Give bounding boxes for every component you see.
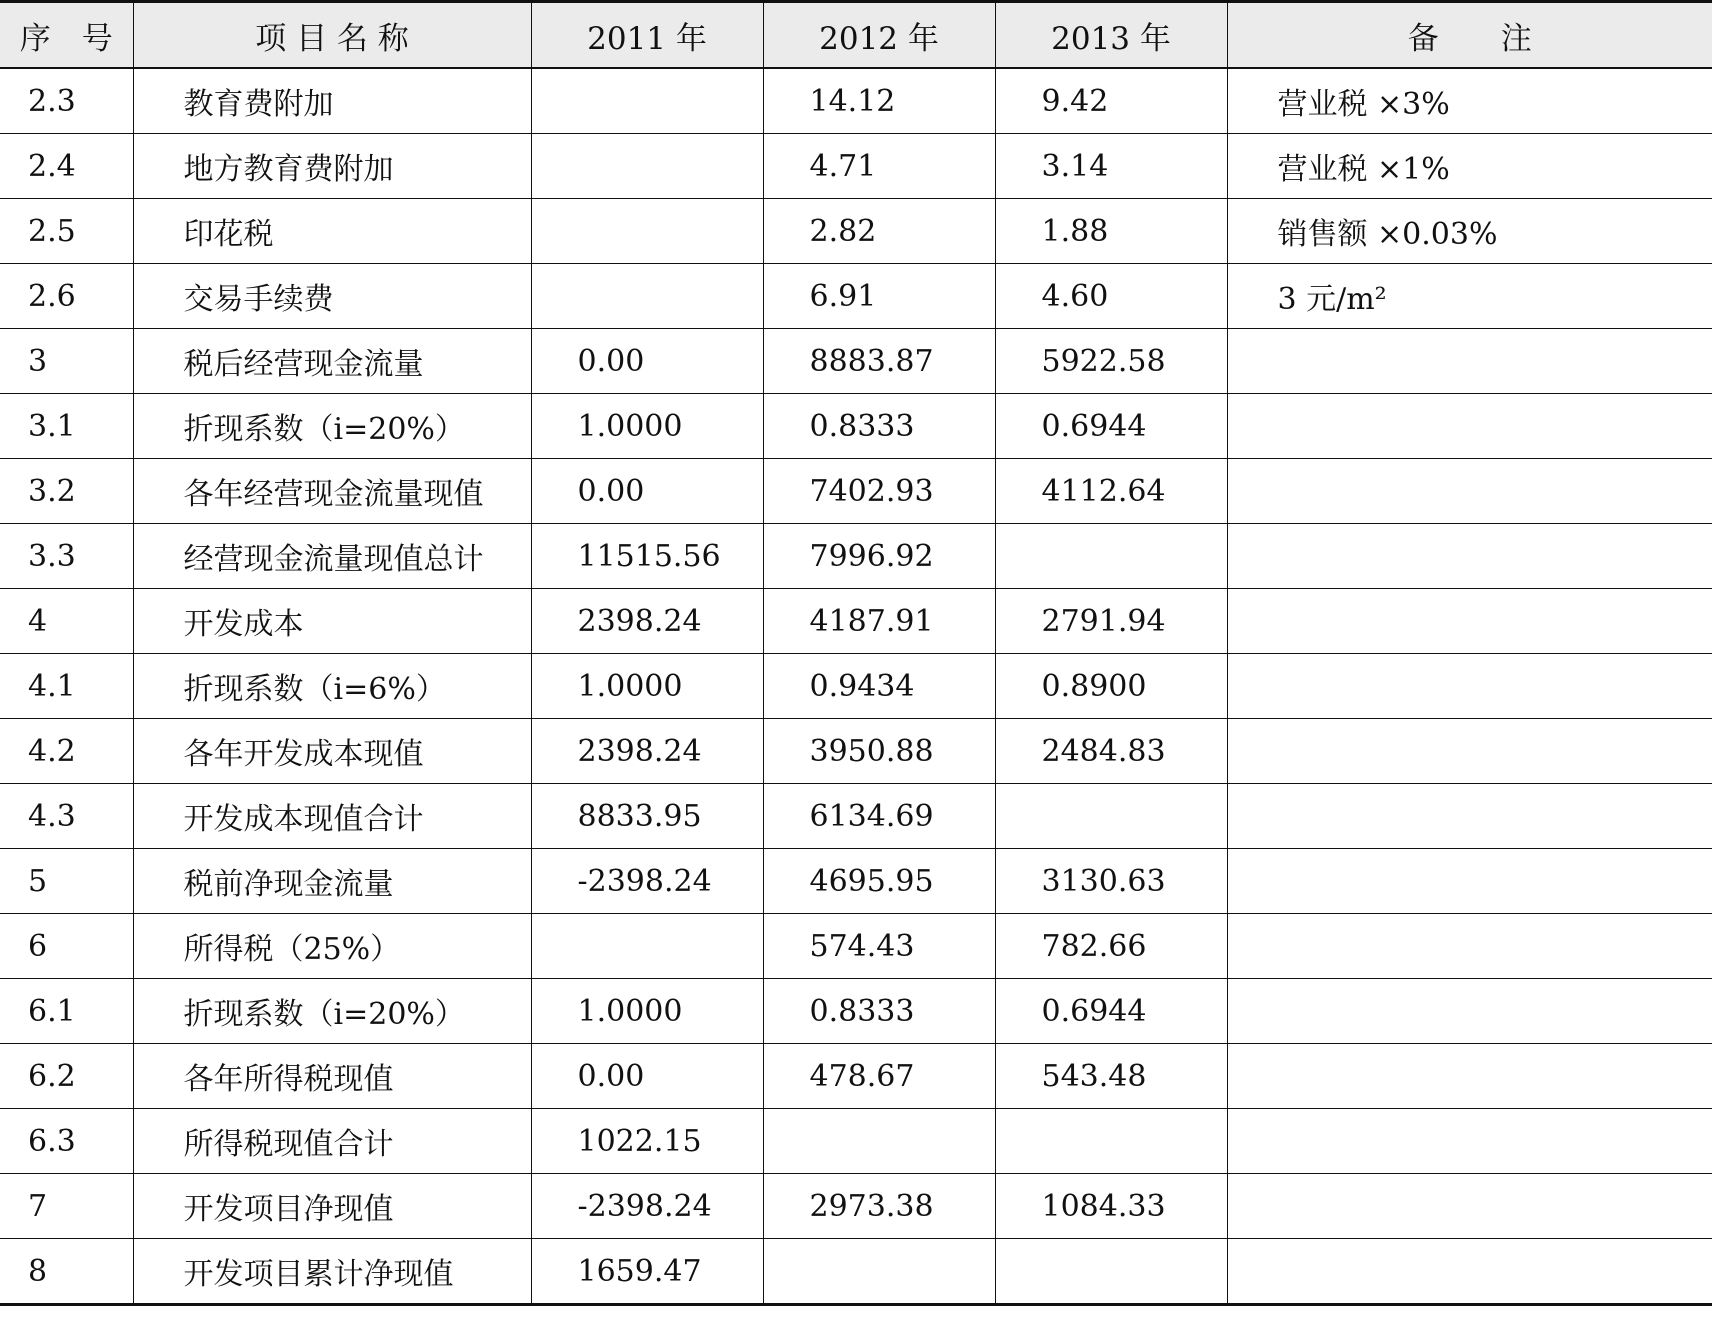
cell-2011: 0.00 xyxy=(531,329,763,394)
cell-remarks xyxy=(1227,589,1712,654)
cell-2012: 574.43 xyxy=(763,914,995,979)
cell-item-name: 税后经营现金流量 xyxy=(133,329,531,394)
cell-2011: 1022.15 xyxy=(531,1109,763,1174)
cell-seq: 2.6 xyxy=(0,264,133,329)
table-header xyxy=(0,2,1712,69)
table-body xyxy=(0,68,1712,1305)
cell-seq: 2.3 xyxy=(0,68,133,134)
table-row xyxy=(0,264,1712,329)
cell-2011: 11515.56 xyxy=(531,524,763,589)
cell-seq: 4 xyxy=(0,589,133,654)
cell-2012: 0.9434 xyxy=(763,654,995,719)
table-row xyxy=(0,719,1712,784)
cell-item-name: 交易手续费 xyxy=(133,264,531,329)
cell-seq: 6 xyxy=(0,914,133,979)
cell-2013: 0.8900 xyxy=(995,654,1227,719)
cell-remarks xyxy=(1227,524,1712,589)
table-row xyxy=(0,1109,1712,1174)
cell-2011: 1659.47 xyxy=(531,1239,763,1305)
table-row xyxy=(0,199,1712,264)
cell-item-name: 折现系数（i=20%） xyxy=(133,979,531,1044)
cell-seq: 8 xyxy=(0,1239,133,1305)
cell-2011: 2398.24 xyxy=(531,589,763,654)
cell-2012: 4695.95 xyxy=(763,849,995,914)
cell-remarks xyxy=(1227,459,1712,524)
cell-2011: 8833.95 xyxy=(531,784,763,849)
cell-seq: 5 xyxy=(0,849,133,914)
cell-2012: 0.8333 xyxy=(763,394,995,459)
cell-2013: 4.60 xyxy=(995,264,1227,329)
cell-seq: 3.1 xyxy=(0,394,133,459)
cell-seq: 2.5 xyxy=(0,199,133,264)
cell-item-name: 开发项目净现值 xyxy=(133,1174,531,1239)
cell-remarks xyxy=(1227,329,1712,394)
cell-item-name: 折现系数（i=6%） xyxy=(133,654,531,719)
cell-seq: 6.2 xyxy=(0,1044,133,1109)
cell-2011 xyxy=(531,199,763,264)
cell-2012: 6134.69 xyxy=(763,784,995,849)
cell-remarks xyxy=(1227,914,1712,979)
table-row xyxy=(0,329,1712,394)
cell-2012: 2973.38 xyxy=(763,1174,995,1239)
cell-2012: 2.82 xyxy=(763,199,995,264)
cell-seq: 3 xyxy=(0,329,133,394)
cell-2013 xyxy=(995,524,1227,589)
cell-2011: 1.0000 xyxy=(531,394,763,459)
cell-remarks xyxy=(1227,654,1712,719)
cell-remarks xyxy=(1227,719,1712,784)
cell-2013: 2484.83 xyxy=(995,719,1227,784)
cell-2011 xyxy=(531,134,763,199)
cell-item-name: 地方教育费附加 xyxy=(133,134,531,199)
cell-2011: 0.00 xyxy=(531,459,763,524)
cell-2011: -2398.24 xyxy=(531,849,763,914)
cell-2012: 0.8333 xyxy=(763,979,995,1044)
cell-2012: 6.91 xyxy=(763,264,995,329)
table-row xyxy=(0,784,1712,849)
cell-seq: 3.3 xyxy=(0,524,133,589)
cell-2012: 478.67 xyxy=(763,1044,995,1109)
cell-2013: 3130.63 xyxy=(995,849,1227,914)
cell-2011 xyxy=(531,68,763,134)
cell-seq: 6.1 xyxy=(0,979,133,1044)
table-row xyxy=(0,849,1712,914)
header-seq: 序 号 xyxy=(0,2,133,69)
cell-item-name: 税前净现金流量 xyxy=(133,849,531,914)
cell-2012 xyxy=(763,1109,995,1174)
table-row xyxy=(0,979,1712,1044)
table-row xyxy=(0,459,1712,524)
cell-2013: 1084.33 xyxy=(995,1174,1227,1239)
cell-2012: 4.71 xyxy=(763,134,995,199)
cell-2012: 4187.91 xyxy=(763,589,995,654)
cell-seq: 4.3 xyxy=(0,784,133,849)
table-row xyxy=(0,68,1712,134)
table-row xyxy=(0,914,1712,979)
cell-remarks xyxy=(1227,394,1712,459)
cell-item-name: 各年经营现金流量现值 xyxy=(133,459,531,524)
cell-seq: 6.3 xyxy=(0,1109,133,1174)
table-row xyxy=(0,589,1712,654)
cell-2013 xyxy=(995,784,1227,849)
cell-remarks xyxy=(1227,784,1712,849)
header-row xyxy=(0,2,1712,69)
cell-2013: 3.14 xyxy=(995,134,1227,199)
cell-seq: 4.1 xyxy=(0,654,133,719)
cell-2011 xyxy=(531,264,763,329)
cell-item-name: 开发项目累计净现值 xyxy=(133,1239,531,1305)
cell-remarks xyxy=(1227,1239,1712,1305)
cell-remarks: 3 元/m² xyxy=(1227,264,1712,329)
header-item-name: 项 目 名 称 xyxy=(133,2,531,69)
cell-remarks: 营业税 ×3% xyxy=(1227,68,1712,134)
cell-2013: 2791.94 xyxy=(995,589,1227,654)
cell-2013 xyxy=(995,1239,1227,1305)
table-row xyxy=(0,1044,1712,1109)
cell-item-name: 开发成本 xyxy=(133,589,531,654)
cell-2013: 543.48 xyxy=(995,1044,1227,1109)
cell-2012: 3950.88 xyxy=(763,719,995,784)
cell-remarks xyxy=(1227,1174,1712,1239)
table-row xyxy=(0,394,1712,459)
cell-remarks: 营业税 ×1% xyxy=(1227,134,1712,199)
table-row xyxy=(0,1174,1712,1239)
cell-2012: 7996.92 xyxy=(763,524,995,589)
cell-seq: 2.4 xyxy=(0,134,133,199)
cell-2013: 4112.64 xyxy=(995,459,1227,524)
cell-2013: 1.88 xyxy=(995,199,1227,264)
cell-2011: -2398.24 xyxy=(531,1174,763,1239)
table-row xyxy=(0,1239,1712,1305)
header-year-2011: 2011 年 xyxy=(531,2,763,69)
cell-item-name: 所得税（25%） xyxy=(133,914,531,979)
cell-seq: 3.2 xyxy=(0,459,133,524)
cell-2013: 0.6944 xyxy=(995,979,1227,1044)
cell-remarks xyxy=(1227,1109,1712,1174)
cell-2013: 9.42 xyxy=(995,68,1227,134)
cell-item-name: 开发成本现值合计 xyxy=(133,784,531,849)
cell-2013: 0.6944 xyxy=(995,394,1227,459)
header-year-2012: 2012 年 xyxy=(763,2,995,69)
cell-item-name: 所得税现值合计 xyxy=(133,1109,531,1174)
table-row xyxy=(0,524,1712,589)
cell-2011: 1.0000 xyxy=(531,654,763,719)
cell-2013 xyxy=(995,1109,1227,1174)
cell-2012: 8883.87 xyxy=(763,329,995,394)
header-year-2013: 2013 年 xyxy=(995,2,1227,69)
cell-item-name: 教育费附加 xyxy=(133,68,531,134)
cell-seq: 4.2 xyxy=(0,719,133,784)
cell-2011 xyxy=(531,914,763,979)
cell-2011: 1.0000 xyxy=(531,979,763,1044)
cell-item-name: 各年开发成本现值 xyxy=(133,719,531,784)
cell-item-name: 折现系数（i=20%） xyxy=(133,394,531,459)
cell-2012: 14.12 xyxy=(763,68,995,134)
cell-item-name: 各年所得税现值 xyxy=(133,1044,531,1109)
cell-2011: 2398.24 xyxy=(531,719,763,784)
table-row xyxy=(0,654,1712,719)
cell-2012: 7402.93 xyxy=(763,459,995,524)
table-row xyxy=(0,134,1712,199)
cell-remarks xyxy=(1227,979,1712,1044)
cell-item-name: 印花税 xyxy=(133,199,531,264)
cell-2013: 5922.58 xyxy=(995,329,1227,394)
cell-2013: 782.66 xyxy=(995,914,1227,979)
cell-seq: 7 xyxy=(0,1174,133,1239)
header-remarks: 备 注 xyxy=(1227,2,1712,69)
cell-remarks: 销售额 ×0.03% xyxy=(1227,199,1712,264)
cell-2011: 0.00 xyxy=(531,1044,763,1109)
cell-item-name: 经营现金流量现值总计 xyxy=(133,524,531,589)
cell-remarks xyxy=(1227,849,1712,914)
cell-remarks xyxy=(1227,1044,1712,1109)
cell-2012 xyxy=(763,1239,995,1305)
